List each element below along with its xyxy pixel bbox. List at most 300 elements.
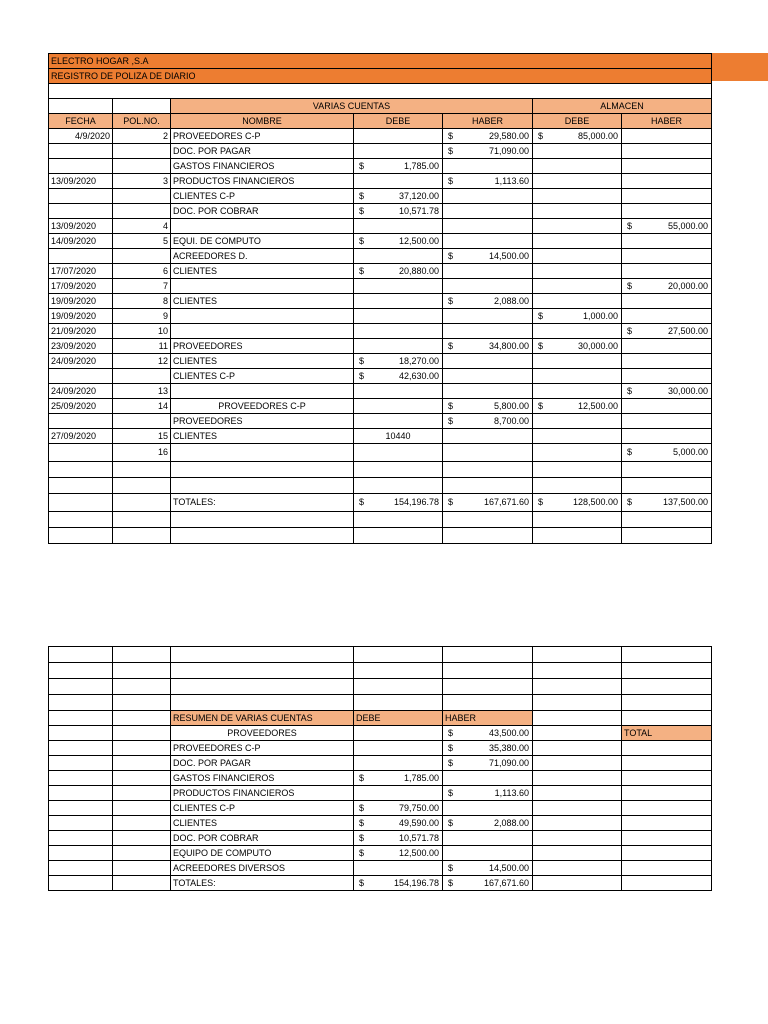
blank-row [49, 647, 712, 663]
al-haber-cell [622, 444, 712, 462]
al-haber-cell [622, 174, 712, 189]
varias-cuentas-header: VARIAS CUENTAS [171, 99, 533, 114]
journal-row [49, 429, 712, 444]
amount: 34,800.00 [488, 340, 529, 351]
amount: 1,113.60 [494, 787, 529, 798]
al-debe-cell [533, 174, 622, 189]
empty-cell [49, 679, 113, 695]
currency-symbol: $ [359, 847, 365, 858]
amount: 128,500.00 [572, 497, 618, 507]
amount: 18,270.00 [398, 355, 439, 366]
amount: 30,000.00 [668, 385, 709, 396]
journal-row [49, 234, 712, 249]
nombre-cell: CLIENTES [171, 354, 354, 369]
fecha-cell: 17/07/2020 [49, 264, 113, 279]
empty-cell [113, 462, 171, 478]
empty-cell [443, 528, 533, 544]
summary-totals-row [49, 876, 712, 891]
empty-cell [622, 528, 712, 544]
empty-cell [49, 695, 113, 711]
al-debe-cell [533, 354, 622, 369]
currency-symbol: $ [538, 340, 544, 351]
amount: 2,088.00 [493, 295, 529, 306]
vc-haber-cell [443, 444, 533, 462]
fecha-cell: 23/09/2020 [49, 339, 113, 354]
empty-cell [622, 816, 712, 831]
vc-haber-cell [443, 399, 533, 414]
amount: 5,800.00 [493, 400, 529, 411]
empty-cell [49, 756, 113, 771]
currency-symbol: $ [359, 160, 365, 171]
empty-cell [113, 786, 171, 801]
al-debe-cell [533, 249, 622, 264]
empty-cell [533, 741, 622, 756]
summary-account: EQUIPO DE COMPUTO [171, 846, 354, 861]
vc-debe-cell: 10440 [354, 429, 443, 444]
currency-symbol: $ [448, 757, 454, 768]
currency-symbol: $ [448, 877, 454, 888]
summary-haber [443, 771, 533, 786]
fecha-cell: 27/09/2020 [49, 429, 113, 444]
empty-cell [49, 494, 113, 512]
empty-cell [171, 478, 354, 494]
summary-debe [354, 756, 443, 771]
empty-cell [622, 876, 712, 891]
summary-row [49, 831, 712, 846]
al-debe-cell [533, 219, 622, 234]
empty-cell [113, 846, 171, 861]
summary-haber [443, 741, 533, 756]
empty-cell [49, 771, 113, 786]
al-haber-cell [622, 369, 712, 384]
currency-symbol: $ [448, 145, 454, 156]
nombre-cell: CLIENTES C-P [171, 189, 354, 204]
journal-row [49, 414, 712, 429]
empty-cell [113, 711, 171, 726]
empty-cell [354, 462, 443, 478]
journal-row [49, 384, 712, 399]
al-haber-cell [622, 399, 712, 414]
header-blank [49, 99, 113, 114]
empty-cell [443, 647, 533, 663]
al-haber-cell [622, 429, 712, 444]
vc-debe-cell [354, 309, 443, 324]
empty-cell [354, 512, 443, 528]
al-debe-cell [533, 399, 622, 414]
amount: 29,580.00 [488, 130, 529, 141]
blank-row [49, 679, 712, 695]
vc-haber-cell [443, 264, 533, 279]
total-vc-haber [443, 494, 533, 512]
summary-total-label: TOTAL [622, 726, 712, 741]
nombre-cell: CLIENTES C-P [171, 369, 354, 384]
fecha-cell [49, 144, 113, 159]
nombre-cell [171, 219, 354, 234]
al-haber-cell [622, 414, 712, 429]
summary-account: PROVEEDORES [171, 726, 354, 741]
vc-debe-cell [354, 354, 443, 369]
pol-no-cell: 13 [113, 384, 171, 399]
nombre-cell [171, 309, 354, 324]
al-debe-cell [533, 414, 622, 429]
empty-cell [443, 478, 533, 494]
vc-haber-cell [443, 324, 533, 339]
amount: 12,500.00 [577, 400, 618, 411]
currency-symbol: $ [448, 742, 454, 753]
empty-cell [113, 801, 171, 816]
vc-debe-cell [354, 204, 443, 219]
pol-no-cell: 12 [113, 354, 171, 369]
empty-cell [533, 846, 622, 861]
vc-haber-cell [443, 354, 533, 369]
amount: 37,120.00 [398, 190, 439, 201]
amount: 14,500.00 [488, 862, 529, 873]
empty-cell [49, 816, 113, 831]
al-debe-cell [533, 144, 622, 159]
journal-row [49, 264, 712, 279]
col-fecha: FECHA [49, 114, 113, 129]
blank-row [49, 528, 712, 544]
journal-row [49, 144, 712, 159]
vc-debe-cell [354, 294, 443, 309]
empty-cell [354, 663, 443, 679]
amount: 1,000.00 [582, 310, 618, 321]
amount: 12,500.00 [398, 847, 439, 858]
amount: 71,090.00 [488, 145, 529, 156]
empty-cell [113, 478, 171, 494]
vc-debe-cell [354, 414, 443, 429]
blank-row [49, 478, 712, 494]
pol-no-cell: 15 [113, 429, 171, 444]
empty-cell [533, 679, 622, 695]
empty-cell [49, 726, 113, 741]
al-haber-cell [622, 219, 712, 234]
nombre-cell: DOC. POR PAGAR [171, 144, 354, 159]
vc-debe-cell [354, 399, 443, 414]
currency-symbol: $ [359, 235, 365, 246]
empty-cell [443, 695, 533, 711]
currency-symbol: $ [359, 497, 365, 507]
summary-debe [354, 861, 443, 876]
currency-symbol: $ [448, 415, 454, 426]
al-haber-cell [622, 354, 712, 369]
currency-symbol: $ [359, 772, 365, 783]
empty-cell [533, 861, 622, 876]
empty-cell [533, 478, 622, 494]
summary-account: GASTOS FINANCIEROS [171, 771, 354, 786]
amount: 14,500.00 [488, 250, 529, 261]
col-al-debe: DEBE [533, 114, 622, 129]
currency-symbol: $ [359, 265, 365, 276]
empty-cell [49, 528, 113, 544]
nombre-cell [171, 324, 354, 339]
empty-cell [533, 663, 622, 679]
pol-no-cell: 4 [113, 219, 171, 234]
pol-no-cell: 7 [113, 279, 171, 294]
empty-cell [49, 478, 113, 494]
summary-haber [443, 726, 533, 741]
journal-row [49, 159, 712, 174]
nombre-cell [171, 279, 354, 294]
empty-cell [533, 771, 622, 786]
empty-cell [113, 695, 171, 711]
almacen-header: ALMACEN [533, 99, 712, 114]
total-vc-debe [354, 494, 443, 512]
empty-cell [171, 512, 354, 528]
currency-symbol: $ [538, 310, 544, 321]
empty-cell [354, 695, 443, 711]
empty-cell [113, 512, 171, 528]
empty-cell [533, 528, 622, 544]
summary-haber [443, 786, 533, 801]
journal-row [49, 294, 712, 309]
fecha-cell: 19/09/2020 [49, 294, 113, 309]
vc-haber-cell [443, 414, 533, 429]
fecha-cell: 21/09/2020 [49, 324, 113, 339]
currency-symbol: $ [538, 400, 544, 411]
nombre-cell: GASTOS FINANCIEROS [171, 159, 354, 174]
amount: 137,500.00 [663, 497, 709, 507]
summary-haber [443, 861, 533, 876]
fecha-cell [49, 249, 113, 264]
vc-debe-cell [354, 264, 443, 279]
summary-haber [443, 831, 533, 846]
vc-debe-cell [354, 384, 443, 399]
vc-debe-cell [354, 279, 443, 294]
fecha-cell: 13/09/2020 [49, 219, 113, 234]
empty-cell [622, 478, 712, 494]
empty-cell [443, 512, 533, 528]
summary-haber [443, 846, 533, 861]
empty-cell [533, 786, 622, 801]
empty-cell [533, 647, 622, 663]
pol-no-cell: 11 [113, 339, 171, 354]
pol-no-cell [113, 369, 171, 384]
empty-cell [354, 478, 443, 494]
empty-cell [49, 663, 113, 679]
pol-no-cell [113, 189, 171, 204]
summary-row [49, 861, 712, 876]
summary-haber [443, 756, 533, 771]
al-debe-cell [533, 444, 622, 462]
empty-cell [533, 711, 622, 726]
fecha-cell: 19/09/2020 [49, 309, 113, 324]
summary-row [49, 816, 712, 831]
empty-cell [113, 663, 171, 679]
empty-cell [171, 528, 354, 544]
empty-cell [622, 663, 712, 679]
currency-symbol: $ [448, 727, 454, 738]
vc-haber-cell [443, 174, 533, 189]
amount: 20,000.00 [668, 280, 709, 291]
summary-account: DOC. POR PAGAR [171, 756, 354, 771]
al-haber-cell [622, 324, 712, 339]
currency-symbol: $ [359, 370, 365, 381]
col-al-haber: HABER [622, 114, 712, 129]
empty-cell [49, 711, 113, 726]
empty-cell [49, 647, 113, 663]
empty-cell [622, 711, 712, 726]
al-haber-cell [622, 204, 712, 219]
amount: 5,000.00 [673, 447, 709, 457]
empty-cell [113, 726, 171, 741]
currency-symbol: $ [448, 862, 454, 873]
empty-cell [622, 801, 712, 816]
empty-cell [49, 512, 113, 528]
col-nombre: NOMBRE [171, 114, 354, 129]
journal-row [49, 354, 712, 369]
empty-cell [622, 831, 712, 846]
summary-account: PROVEEDORES C-P [171, 741, 354, 756]
al-debe-cell [533, 309, 622, 324]
currency-symbol: $ [448, 340, 454, 351]
empty-cell [171, 663, 354, 679]
currency-symbol: $ [359, 205, 365, 216]
pol-no-cell [113, 159, 171, 174]
empty-cell [49, 876, 113, 891]
fecha-cell [49, 189, 113, 204]
amount: 12,500.00 [398, 235, 439, 246]
currency-symbol: $ [538, 497, 544, 507]
journal-row [49, 279, 712, 294]
al-debe-cell [533, 204, 622, 219]
summary-row [49, 756, 712, 771]
fecha-cell: 24/09/2020 [49, 354, 113, 369]
summary-debe [354, 726, 443, 741]
vc-debe-cell [354, 144, 443, 159]
header-blank [113, 99, 171, 114]
journal-row [49, 174, 712, 189]
vc-debe-cell [354, 234, 443, 249]
journal-row [49, 309, 712, 324]
empty-cell [113, 528, 171, 544]
vc-haber-cell [443, 369, 533, 384]
nombre-cell: CLIENTES [171, 429, 354, 444]
empty-cell [113, 816, 171, 831]
currency-symbol: $ [627, 447, 633, 457]
empty-cell [622, 756, 712, 771]
summary-header-row [49, 711, 712, 726]
nombre-cell: CLIENTES [171, 294, 354, 309]
amount: 27,500.00 [668, 325, 709, 336]
fecha-cell: 25/09/2020 [49, 399, 113, 414]
nombre-cell: PROVEEDORES C-P [171, 129, 354, 144]
empty-cell [622, 679, 712, 695]
amount: 42,630.00 [398, 370, 439, 381]
vc-debe-cell [354, 369, 443, 384]
vc-debe-cell [354, 339, 443, 354]
pol-no-cell: 3 [113, 174, 171, 189]
al-debe-cell [533, 369, 622, 384]
pol-no-cell [113, 204, 171, 219]
amount: 35,380.00 [488, 742, 529, 753]
journal-row [49, 204, 712, 219]
summary-debe [354, 846, 443, 861]
amount: 43,500.00 [488, 727, 529, 738]
al-haber-cell [622, 129, 712, 144]
pol-no-cell: 16 [113, 444, 171, 462]
vc-haber-cell [443, 189, 533, 204]
vc-haber-cell [443, 144, 533, 159]
vc-haber-cell [443, 204, 533, 219]
vc-debe-cell [354, 249, 443, 264]
empty-cell [171, 695, 354, 711]
amount: 49,590.00 [398, 817, 439, 828]
al-debe-cell [533, 339, 622, 354]
pol-no-cell [113, 414, 171, 429]
orange-header-strip [711, 53, 768, 81]
empty-cell [49, 741, 113, 756]
vc-haber-cell [443, 339, 533, 354]
journal-row [49, 399, 712, 414]
vc-haber-cell [443, 279, 533, 294]
journal-row [49, 369, 712, 384]
blank-row [49, 695, 712, 711]
currency-symbol: $ [448, 497, 454, 507]
empty-cell [443, 679, 533, 695]
journal-row [49, 129, 712, 144]
currency-symbol: $ [448, 250, 454, 261]
al-haber-cell [622, 159, 712, 174]
summary-total-haber [443, 876, 533, 891]
col-vc-haber: HABER [443, 114, 533, 129]
summary-account: PRODUCTOS FINANCIEROS [171, 786, 354, 801]
al-debe-cell [533, 129, 622, 144]
summary-haber [443, 801, 533, 816]
currency-symbol: $ [448, 787, 454, 798]
empty-cell [113, 771, 171, 786]
spacer-row [49, 84, 712, 99]
summary-title: RESUMEN DE VARIAS CUENTAS [171, 711, 354, 726]
empty-cell [113, 647, 171, 663]
empty-cell [533, 726, 622, 741]
summary-table [48, 646, 712, 891]
empty-cell [443, 462, 533, 478]
summary-haber-header: HABER [443, 711, 533, 726]
empty-cell [49, 846, 113, 861]
fecha-cell: 13/09/2020 [49, 174, 113, 189]
empty-cell [49, 462, 113, 478]
empty-cell [113, 494, 171, 512]
empty-cell [533, 695, 622, 711]
summary-row [49, 771, 712, 786]
currency-symbol: $ [538, 130, 544, 141]
vc-debe-cell [354, 219, 443, 234]
nombre-cell [171, 384, 354, 399]
summary-row [49, 741, 712, 756]
empty-cell [622, 846, 712, 861]
journal-table [48, 53, 712, 544]
summary-totals-label: TOTALES: [171, 876, 354, 891]
empty-cell [533, 801, 622, 816]
al-debe-cell [533, 324, 622, 339]
summary-debe [354, 831, 443, 846]
amount: 30,000.00 [577, 340, 618, 351]
vc-debe-cell [354, 444, 443, 462]
pol-no-cell: 8 [113, 294, 171, 309]
empty-cell [354, 528, 443, 544]
pol-no-cell: 6 [113, 264, 171, 279]
empty-cell [443, 663, 533, 679]
summary-row [49, 801, 712, 816]
vc-haber-cell [443, 384, 533, 399]
vc-debe-cell [354, 129, 443, 144]
empty-cell [354, 647, 443, 663]
blank-row [49, 462, 712, 478]
amount: 20,880.00 [398, 265, 439, 276]
empty-cell [622, 861, 712, 876]
nombre-cell: ACREEDORES D. [171, 249, 354, 264]
